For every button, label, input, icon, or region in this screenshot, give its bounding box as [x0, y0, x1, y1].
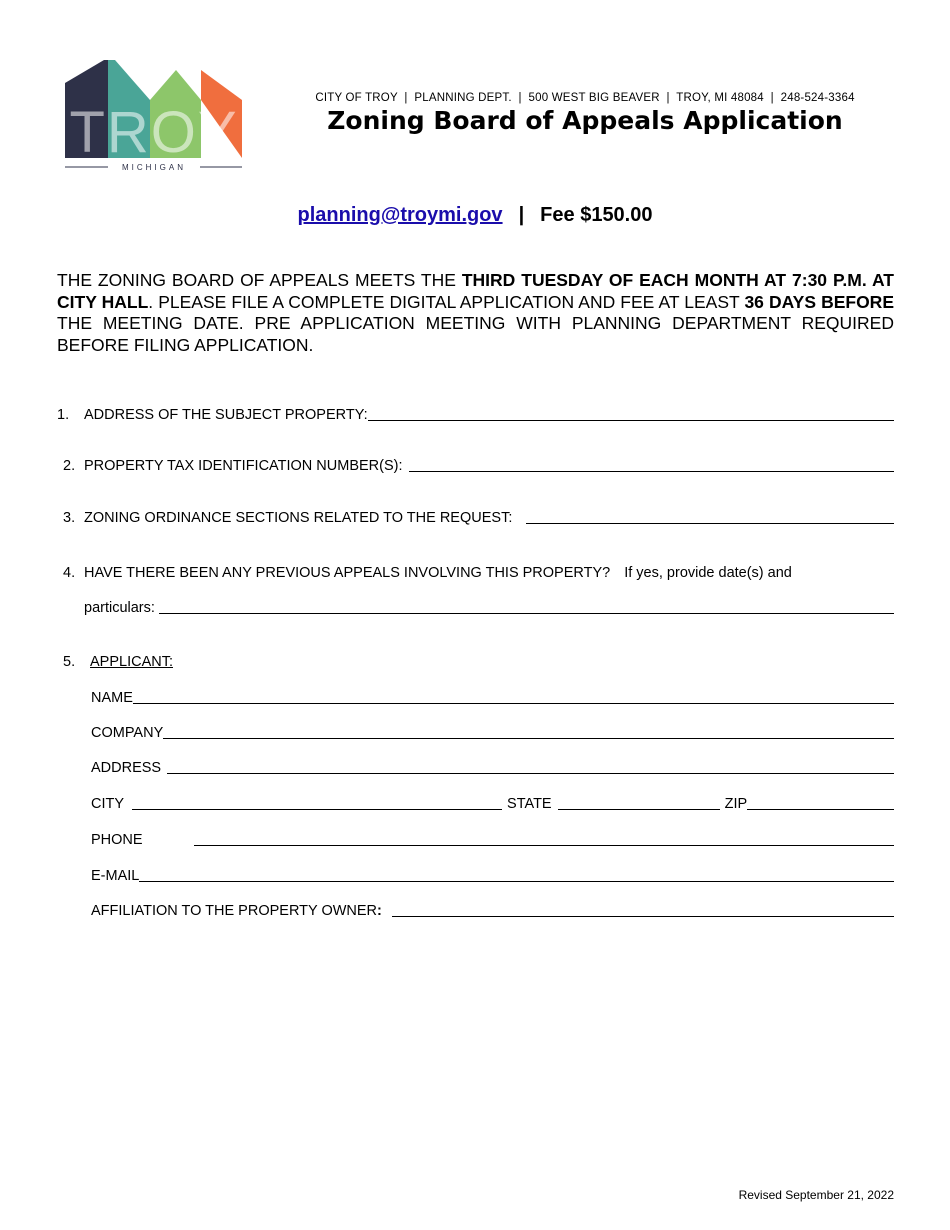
q5-row — [63, 654, 894, 670]
affiliation-colon: : — [377, 903, 382, 919]
city-input-line[interactable] — [132, 808, 502, 810]
q4-particulars-input-line[interactable] — [159, 612, 894, 614]
contact-line: CITY OF TROY | PLANNING DEPT. | 500 WEST BIG BEAVER | TROY, MI 48084 | 248-524-3364 — [315, 92, 855, 104]
affiliation-label: AFFILIATION TO THE PROPERTY OWNER — [91, 903, 378, 919]
q1-row — [57, 407, 894, 423]
company-label: COMPANY — [91, 725, 164, 741]
phone-label: PHONE — [91, 832, 143, 848]
fee-text: Fee $150.00 — [540, 204, 653, 226]
email-link[interactable]: planning@troymi.gov — [297, 204, 503, 226]
page-title: Zoning Board of Appeals Application — [327, 106, 843, 135]
troy-logo — [64, 60, 244, 172]
logo-wordmark: TROY — [69, 100, 239, 165]
q3-input-line[interactable] — [526, 522, 894, 524]
email-label: E-MAIL — [91, 868, 140, 884]
applicant-company-row — [91, 725, 894, 741]
address-label: ADDRESS — [91, 760, 162, 776]
applicant-email-row — [91, 868, 894, 884]
zip-input-line[interactable] — [747, 808, 894, 810]
intro-bold-1: THIRD TUESDAY OF EACH MONTH AT 7:30 P.M. AT CITY HALL — [57, 270, 894, 312]
name-input-line[interactable] — [133, 702, 894, 704]
applicant-name-row — [91, 690, 894, 706]
address-input-line[interactable] — [167, 772, 894, 774]
q2-number: 2. — [63, 458, 76, 474]
q4-particulars-row — [84, 600, 894, 616]
q5-number: 5. — [63, 654, 76, 670]
company-input-line[interactable] — [163, 737, 894, 739]
affiliation-input-line[interactable] — [392, 915, 894, 917]
intro-text-3: THE MEETING DATE. PRE APPLICATION MEETING WITH PLANNING DEPARTMENT REQUIRED BEFORE FILING APPLICATION. — [57, 313, 894, 355]
state-label: STATE — [507, 796, 552, 812]
intro-text-1: THE ZONING BOARD OF APPEALS MEETS THE — [57, 270, 462, 290]
q1-number: 1. — [57, 407, 70, 423]
zip-label: ZIP — [724, 796, 748, 812]
intro-paragraph — [57, 270, 894, 356]
phone-input-line[interactable] — [194, 844, 894, 846]
applicant-phone-row — [91, 832, 894, 848]
state-input-line[interactable] — [558, 808, 720, 810]
intro-bold-2: 36 DAYS BEFORE — [744, 291, 894, 312]
revised-date: Revised September 21, 2022 — [738, 1188, 894, 1202]
q2-row — [63, 458, 894, 474]
q3-label: ZONING ORDINANCE SECTIONS RELATED TO THE REQUEST: — [84, 510, 513, 526]
q1-label: ADDRESS OF THE SUBJECT PROPERTY: — [84, 407, 368, 423]
q3-number: 3. — [63, 510, 76, 526]
name-label: NAME — [91, 690, 133, 706]
applicant-affiliation-row — [91, 903, 894, 919]
q3-row — [63, 510, 894, 526]
logo-subtext: MICHIGAN — [122, 163, 186, 172]
q4-hint: If yes, provide date(s) and — [624, 565, 792, 581]
email-input-line[interactable] — [139, 880, 894, 882]
city-label: CITY — [91, 796, 125, 812]
intro-text-2: . PLEASE FILE A COMPLETE DIGITAL APPLICATION AND FEE AT LEAST — [148, 291, 745, 312]
email-fee-row — [0, 204, 950, 227]
q2-input-line[interactable] — [409, 470, 895, 472]
separator: | — [518, 204, 525, 226]
q1-input-line[interactable] — [368, 419, 894, 421]
q4-row — [63, 565, 894, 581]
q2-label: PROPERTY TAX IDENTIFICATION NUMBER(S): — [84, 458, 403, 474]
applicant-heading: APPLICANT: — [90, 654, 173, 670]
applicant-city-row — [91, 796, 894, 812]
applicant-address-row — [91, 760, 894, 776]
q4-particulars-label: particulars: — [84, 600, 155, 616]
q4-number: 4. — [63, 565, 76, 581]
q4-label: HAVE THERE BEEN ANY PREVIOUS APPEALS INVOLVING THIS PROPERTY? — [84, 565, 611, 581]
